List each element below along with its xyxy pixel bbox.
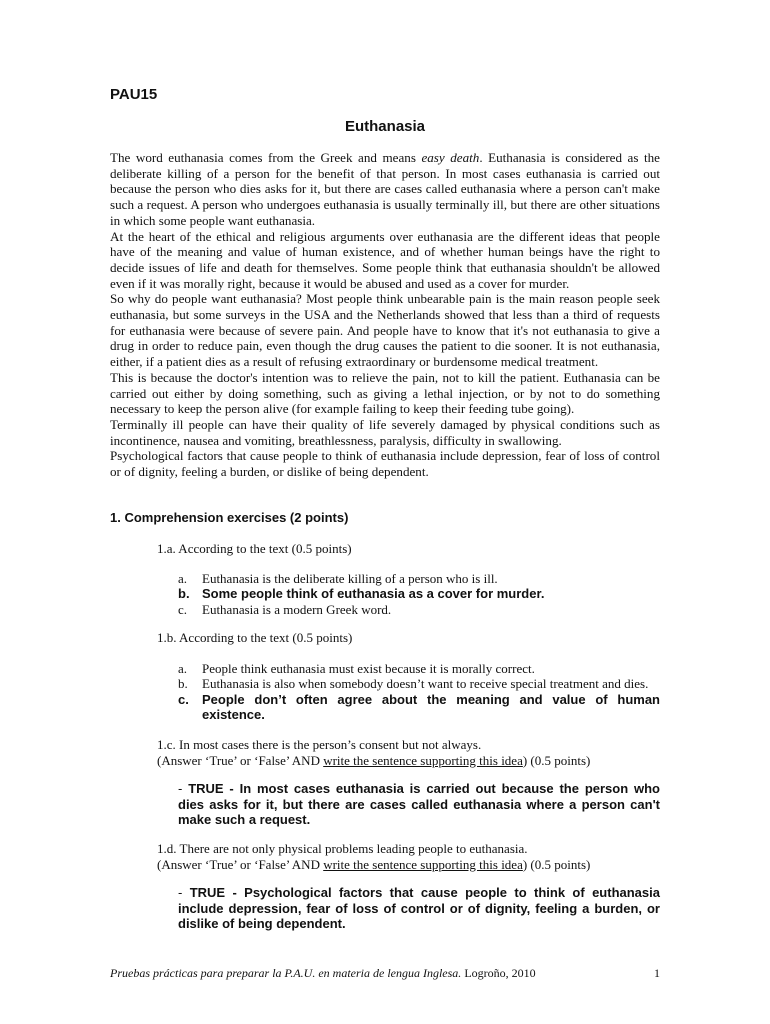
emphasis-easy-death: easy death xyxy=(421,150,480,165)
option-1a-a xyxy=(178,571,660,586)
answer-text: TRUE - Psychological factors that cause people to think of euthanasia include depression, fear of loss of control or of dignity, feeling a burden, or dislike of being dependent. xyxy=(178,885,660,931)
option-letter: a. xyxy=(178,571,188,586)
page-title: Euthanasia xyxy=(344,118,426,135)
answer-text: TRUE - In most cases euthanasia is carried out because the person who dies asks for it, but there are cases called euthanasia where a person can't make such a request. xyxy=(178,781,661,827)
option-letter: c. xyxy=(178,691,189,707)
answer-dash: - xyxy=(178,781,189,796)
option-text: People don’t often agree about the meaning and value of human existence. xyxy=(202,691,660,723)
instructions-end: ) (0.5 points) xyxy=(522,856,591,872)
question-1b-options xyxy=(178,661,660,723)
option-text: Some people think of euthanasia as a cover for murder. xyxy=(202,586,545,602)
paragraph-4: This is because the doctor's intention was to relieve the pain, not to kill the patient. Euthanasia can be carried out either by doing something, such as giving a lethal injection, or by not to do something necessary to keep the person alive (for example failing to keep their feeding tube going). xyxy=(110,369,660,417)
reading-text xyxy=(110,150,660,480)
paragraph-1-end: . Euthanasia is considered as the deliberate killing of a person for the benefit of that person. In most cases euthanasia is carried out because the person who dies asks for it, but there are cases called euthanasia where a person can't make such a request. A person who undergoes euthanasia is usually terminally ill, but there are other situations in which some people want euthanasia. xyxy=(110,150,660,228)
question-1a-heading: 1.a. According to the text (0.5 points) xyxy=(157,541,352,556)
option-text: Euthanasia is also when somebody doesn’t want to receive special treatment and dies. xyxy=(202,676,649,692)
question-1d-instructions xyxy=(157,857,660,873)
question-1c-statement: 1.c. In most cases there is the person’s consent but not always. xyxy=(157,737,482,752)
option-1a-c xyxy=(178,602,660,617)
instructions-end: ) (0.5 points) xyxy=(522,752,591,768)
option-letter: b. xyxy=(178,676,188,692)
paragraph-6: Psychological factors that cause people to think of euthanasia include depression, fear of loss of control or of dignity, feeling a burden, or dislike of being dependent. xyxy=(110,448,660,480)
exam-code: PAU15 xyxy=(110,86,158,103)
option-1b-a xyxy=(178,661,660,676)
exercises-title: 1. Comprehension exercises (2 points) xyxy=(110,510,349,525)
option-1b-c-correct xyxy=(178,692,660,723)
option-letter: a. xyxy=(178,661,188,676)
question-1c-heading xyxy=(157,737,660,768)
instructions-start: (Answer ‘True’ or ‘False’ AND xyxy=(157,856,324,872)
question-1c-instructions xyxy=(157,753,660,769)
question-1c-answer xyxy=(178,781,660,828)
paragraph-3: So why do people want euthanasia? Most people think unbearable pain is the main reason people seek euthanasia, but some surveys in the USA and the Netherlands showed that less than a third of requests for euthanasia were because of severe pain. And people have to know that it's not euthanasia to give a drug in order to reduce pain, even though the drug causes the patient to die sooner. It is not euthanasia, either, if a patient dies as a result of refusing extraordinary or burdensome medical treatment. xyxy=(110,291,660,370)
instructions-underlined: write the sentence supporting this idea xyxy=(323,752,523,768)
answer-dash: - xyxy=(178,885,190,900)
question-1d-statement: 1.d. There are not only physical problems leading people to euthanasia. xyxy=(157,841,528,856)
option-letter: c. xyxy=(178,601,188,617)
option-text: Euthanasia is a modern Greek word. xyxy=(202,601,392,617)
instructions-start: (Answer ‘True’ or ‘False’ AND xyxy=(157,752,324,768)
question-1b-heading: 1.b. According to the text (0.5 points) xyxy=(157,630,353,645)
option-1a-b-correct xyxy=(178,586,660,601)
option-letter: b. xyxy=(178,586,190,602)
option-text: People think euthanasia must exist because it is morally correct. xyxy=(202,661,535,676)
paragraph-1-start: The word euthanasia comes from the Greek and means xyxy=(110,150,422,165)
footer-source-italic: Pruebas prácticas para preparar la P.A.U. en materia de lengua Inglesa. xyxy=(110,966,462,980)
question-1a-options xyxy=(178,571,660,617)
footer-source-place: Logroño, 2010 xyxy=(461,966,536,980)
paragraph-1 xyxy=(110,150,660,229)
paragraph-5: Terminally ill people can have their quality of life severely damaged by physical conditions such as incontinence, nausea and vomiting, breathlessness, paralysis, difficulty in swallowing. xyxy=(110,416,660,448)
instructions-underlined: write the sentence supporting this idea xyxy=(323,856,523,872)
page-number: 1 xyxy=(654,966,660,980)
paragraph-2: At the heart of the ethical and religious arguments over euthanasia are the different ideas that people have of the meaning and value of human existence, and of whether human beings have the right to decide issues of life and death for themselves. Some people think that euthanasia shouldn't be allowed even if it was morally right, because it would be abused and used as a cover for murder. xyxy=(110,228,660,291)
footer-source xyxy=(110,966,536,981)
option-1b-b xyxy=(178,676,660,691)
question-1d-answer xyxy=(178,885,660,932)
question-1d-heading xyxy=(157,841,660,872)
option-text: Euthanasia is the deliberate killing of a person who is ill. xyxy=(202,571,498,586)
page-footer xyxy=(110,966,660,981)
